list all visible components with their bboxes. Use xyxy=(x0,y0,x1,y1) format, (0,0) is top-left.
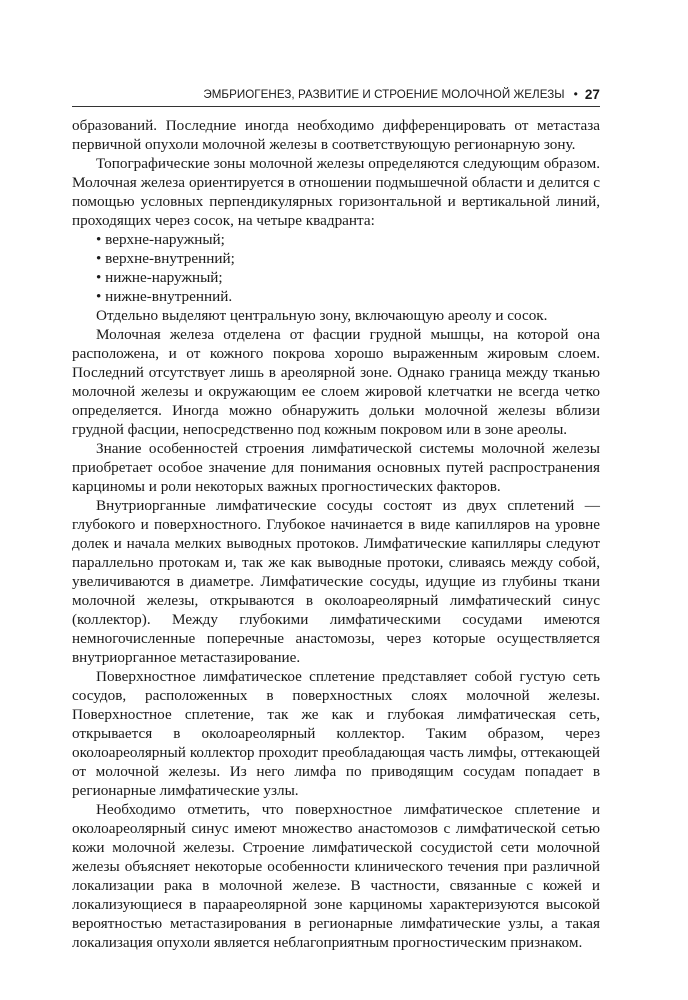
header-rule xyxy=(72,106,600,107)
page-number: 27 xyxy=(584,86,600,102)
paragraph-1: образований. Последние иногда необходимо дифференцировать от метастаза первичной опухоли молочной железы в соответствующую регионарную зону. xyxy=(72,117,600,153)
list-item: • нижне-наружный; xyxy=(96,268,600,287)
quadrant-list xyxy=(72,230,600,306)
list-item: • верхне-наружный; xyxy=(96,230,600,249)
paragraph-6: Внутриорганные лимфатические сосуды состоят из двух сплетений — глубокого и поверхностного. Глубокое начинается в виде капилляров на уровне долек и начала мелких выводных протоков. Лимфатические капилляры следуют параллельно протокам и, так же как выводные протоки, сливаясь между собой, увеличиваются в диаметре. Лимфатические сосуды, идущие из глубины ткани молочной железы, открываются в околоареолярный лимфатический синус (коллектор). Между глубокими лимфатическими сосудами имеются немногочисленные поперечные анастомозы, через которые осуществляется внутриорганное метастазирование. xyxy=(72,497,600,666)
paragraph-4: Молочная железа отделена от фасции грудной мышцы, на которой она расположена, и от кожного покрова хорошо выраженным жировым слоем. Последний отсутствует лишь в ареолярной зоне. Однако граница между тканью молочной железы и окружающим ее слоем жировой клетчатки не всегда четко определяется. Иногда можно обнаружить дольки молочной железы вблизи грудной фасции, непосредственно под кожным покровом или в зоне ареолы. xyxy=(72,326,600,438)
paragraph-2: Топографические зоны молочной железы определяются следующим образом. Молочная железа ориентируется в отношении подмышечной области и делится с помощью условных перпендикулярных горизонтальной и вертикальной линий, проходящих через сосок, на четыре квадранта: xyxy=(72,155,600,229)
running-header xyxy=(72,84,600,104)
header-bullet: • xyxy=(573,87,578,101)
body-text xyxy=(72,116,600,952)
paragraph-3: Отдельно выделяют центральную зону, включающую ареолу и сосок. xyxy=(96,307,548,324)
list-item: • верхне-внутренний; xyxy=(96,249,600,268)
paragraph-8: Необходимо отметить, что поверхностное лимфатическое сплетение и околоареолярный синус имеют множество анастомозов с лимфатической сетью кожи молочной железы. Строение лимфатической сосудистой сети молочной железы объясняет некоторые особенности клинического течения при различной локализации рака в молочной железе. В частности, связанные с кожей и локализующиеся в параареолярной зоне карциномы характеризуются высокой вероятностью метастазирования в регионарные лимфатические узлы, а такая локализация опухоли является неблагоприятным прогностическим признаком. xyxy=(72,801,600,951)
paragraph-5: Знание особенностей строения лимфатической системы молочной железы приобретает особое значение для понимания основных путей распространения карциномы и роли некоторых важных прогностических факторов. xyxy=(72,440,600,495)
list-item: • нижне-внутренний. xyxy=(96,287,600,306)
paragraph-7: Поверхностное лимфатическое сплетение представляет собой густую сеть сосудов, расположенных в поверхностных слоях молочной железы. Поверхностное сплетение, так же как и глубокая лимфатическая сеть, открывается в околоареолярный коллектор. Таким образом, через околоареолярный коллектор проходит преобладающая часть лимфы, оттекающей от молочной железы. Из него лимфа по приводящим сосудам попадает в регионарные лимфатические узлы. xyxy=(72,668,600,799)
chapter-title: ЭМБРИОГЕНЕЗ, РАЗВИТИЕ И СТРОЕНИЕ МОЛОЧНОЙ ЖЕЛЕЗЫ xyxy=(203,87,565,101)
